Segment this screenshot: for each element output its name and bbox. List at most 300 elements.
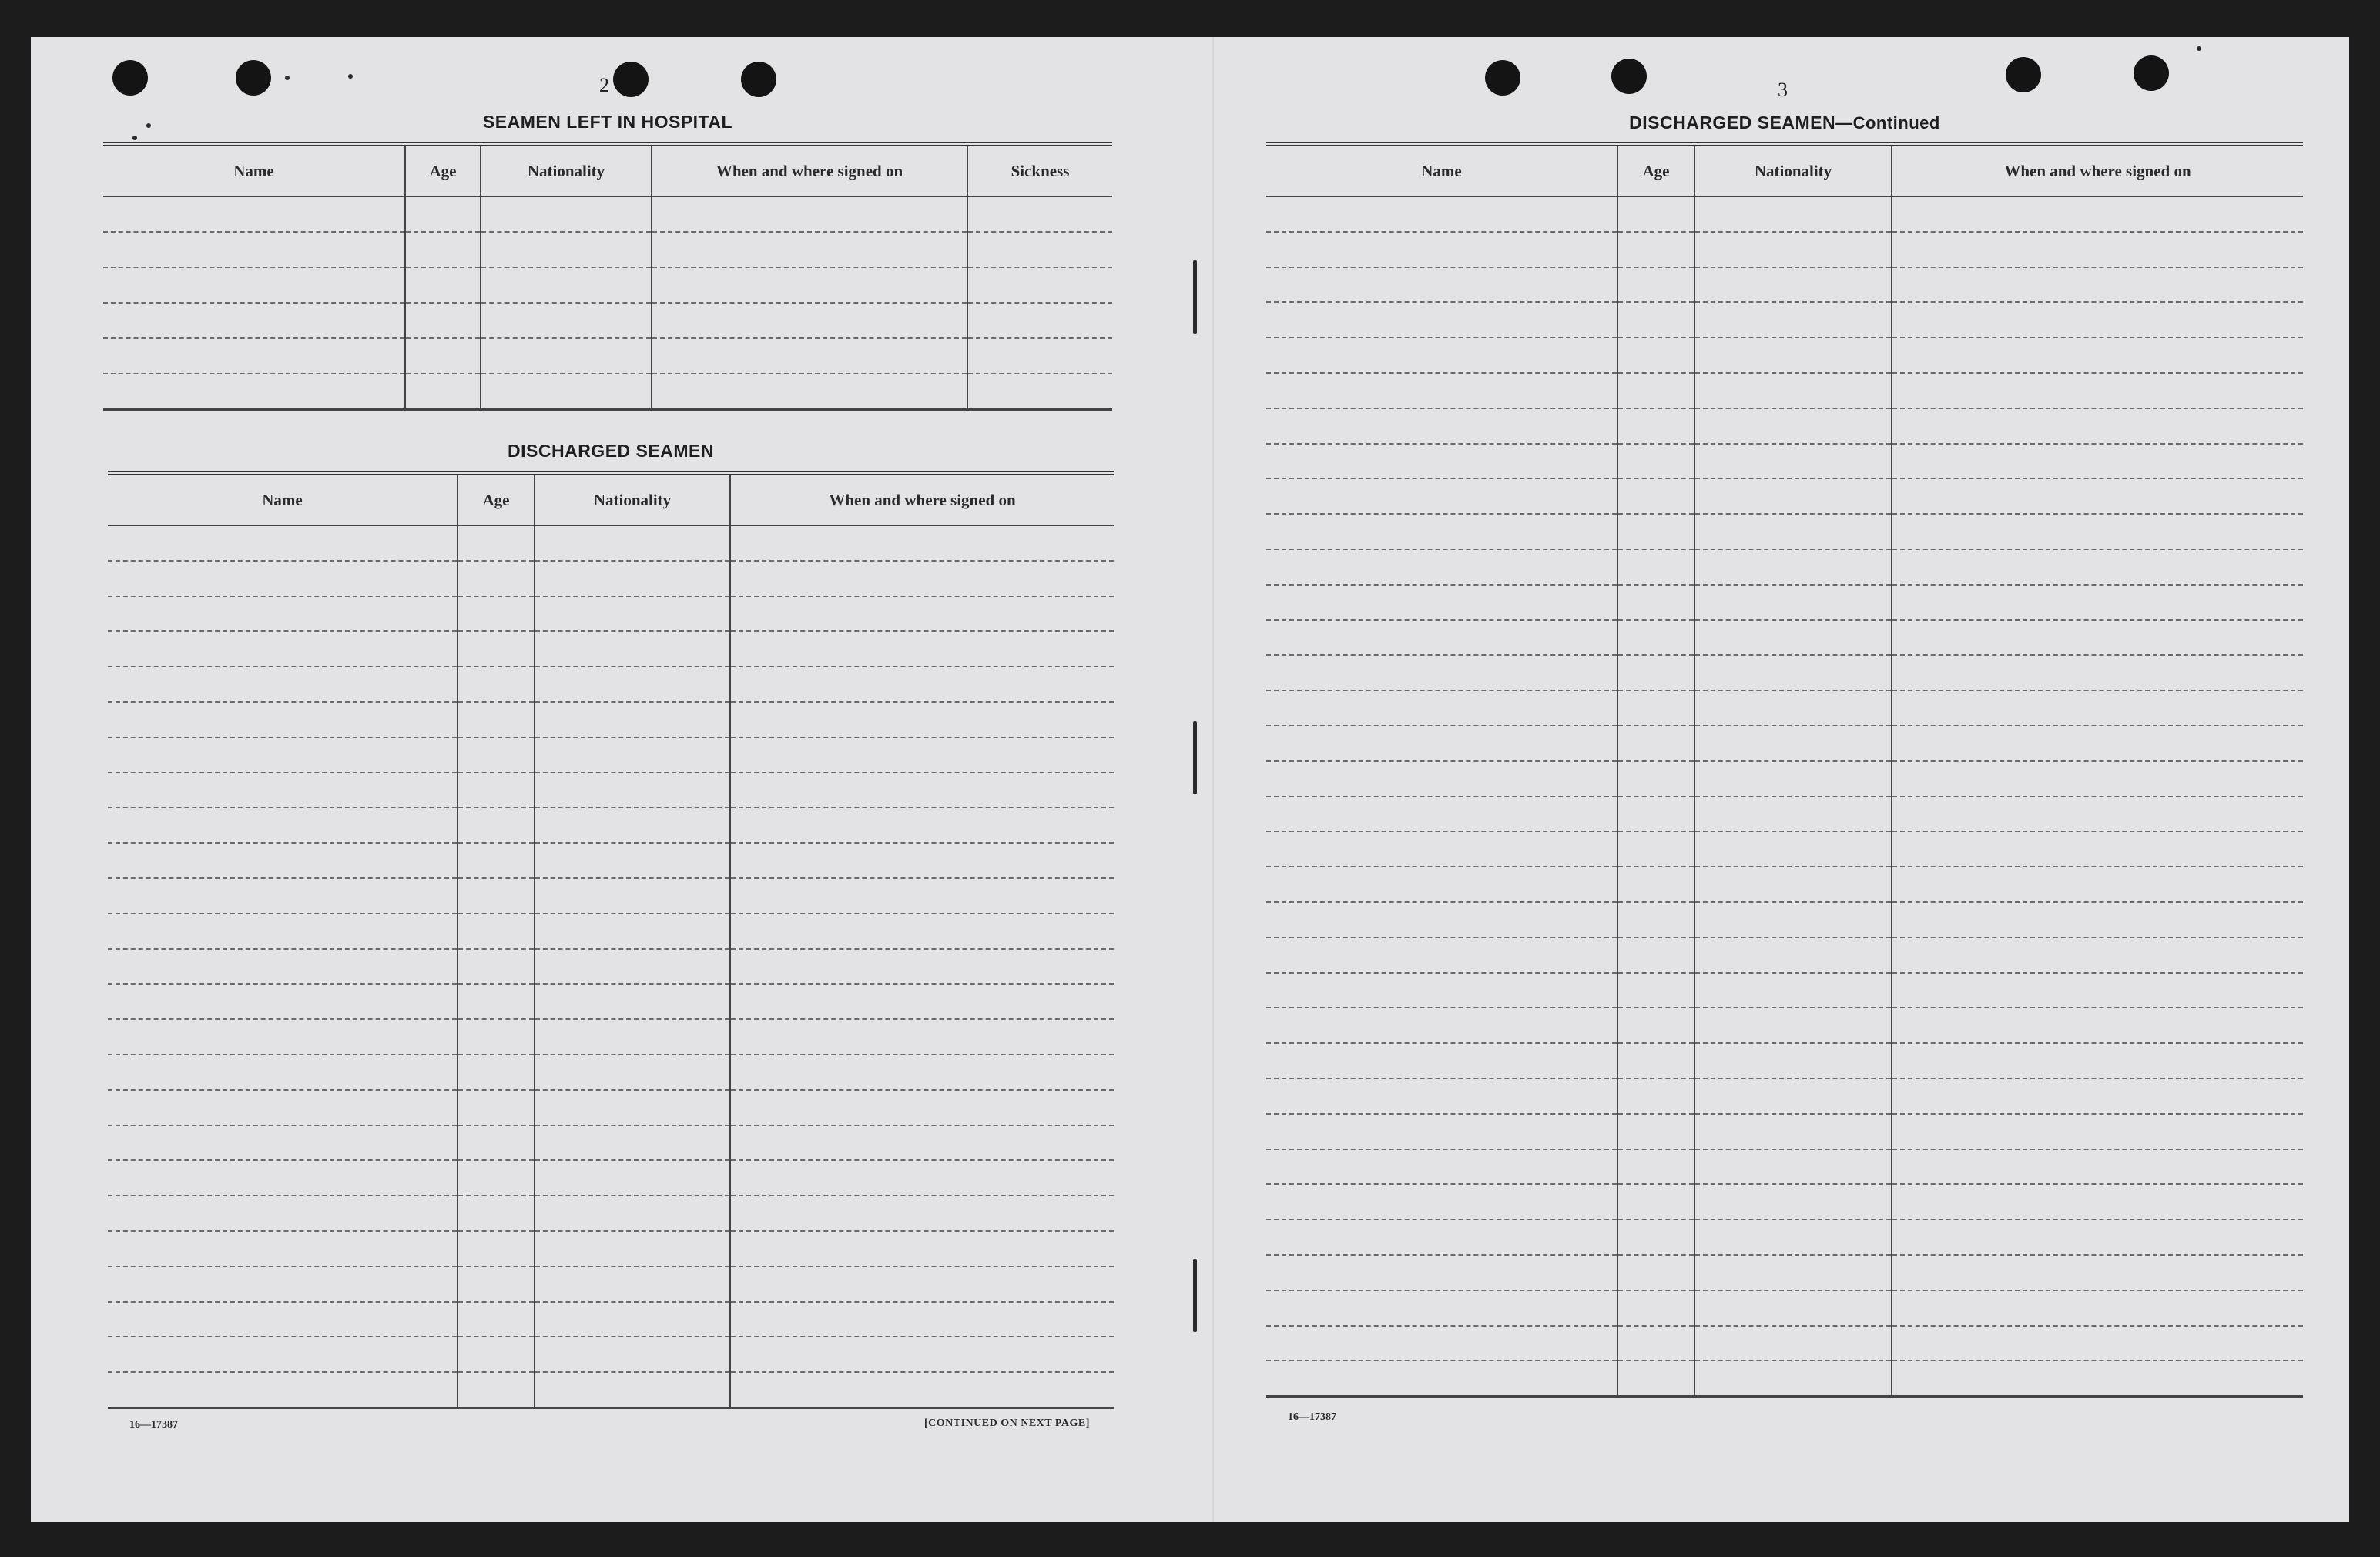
entry-cell[interactable] xyxy=(1266,1008,1617,1043)
entry-cell[interactable] xyxy=(108,1090,458,1126)
discharged-table-right xyxy=(1266,142,2303,1398)
entry-cell[interactable] xyxy=(1617,1008,1694,1043)
entry-cell[interactable] xyxy=(1892,302,2303,337)
entry-cell[interactable] xyxy=(1892,1114,2303,1149)
entry-cell[interactable] xyxy=(1266,1290,1617,1326)
entry-cell[interactable] xyxy=(1266,337,1617,373)
entry-cell[interactable] xyxy=(458,1337,535,1372)
entry-cell[interactable] xyxy=(652,267,967,303)
table-row xyxy=(1266,337,2303,373)
entry-cell[interactable] xyxy=(458,914,535,949)
discharged-continued-suffix: —Continued xyxy=(1835,113,1940,133)
entry-cell[interactable] xyxy=(458,561,535,596)
entry-cell[interactable] xyxy=(1694,1043,1892,1079)
table-row xyxy=(108,807,1114,843)
entry-cell[interactable] xyxy=(535,596,730,632)
entry-cell[interactable] xyxy=(1617,585,1694,620)
entry-cell[interactable] xyxy=(1266,655,1617,690)
entry-cell[interactable] xyxy=(1694,373,1892,408)
entry-cell[interactable] xyxy=(535,631,730,666)
entry-cell[interactable] xyxy=(1892,549,2303,585)
entry-cell[interactable] xyxy=(458,596,535,632)
entry-cell[interactable] xyxy=(730,949,1114,985)
entry-cell[interactable] xyxy=(1892,902,2303,938)
entry-cell[interactable] xyxy=(1266,690,1617,726)
entry-cell[interactable] xyxy=(1694,761,1892,797)
entry-cell[interactable] xyxy=(1694,655,1892,690)
entry-cell[interactable] xyxy=(1694,1290,1892,1326)
entry-cell[interactable] xyxy=(108,666,458,702)
entry-cell[interactable] xyxy=(1617,1184,1694,1220)
entry-cell[interactable] xyxy=(1694,196,1892,232)
entry-cell[interactable] xyxy=(1266,938,1617,973)
table-row xyxy=(108,1231,1114,1267)
entry-cell[interactable] xyxy=(458,525,535,561)
entry-cell[interactable] xyxy=(1617,938,1694,973)
entry-cell[interactable] xyxy=(1266,1149,1617,1185)
table-row xyxy=(108,984,1114,1019)
entry-cell[interactable] xyxy=(405,338,481,374)
entry-cell[interactable] xyxy=(108,843,458,878)
entry-cell[interactable] xyxy=(730,1019,1114,1055)
entry-cell[interactable] xyxy=(458,631,535,666)
ink-speck xyxy=(2197,46,2201,51)
entry-cell[interactable] xyxy=(730,596,1114,632)
entry-cell[interactable] xyxy=(1694,232,1892,267)
entry-cell[interactable] xyxy=(1892,1326,2303,1361)
entry-cell[interactable] xyxy=(1266,514,1617,549)
entry-cell[interactable] xyxy=(730,666,1114,702)
entry-cell[interactable] xyxy=(1617,267,1694,303)
entry-cell[interactable] xyxy=(730,843,1114,878)
entry-cell[interactable] xyxy=(1892,1008,2303,1043)
entry-cell[interactable] xyxy=(108,525,458,561)
entry-cell[interactable] xyxy=(458,666,535,702)
entry-cell[interactable] xyxy=(458,1126,535,1161)
entry-cell[interactable] xyxy=(967,338,1112,374)
entry-cell[interactable] xyxy=(1694,797,1892,832)
entry-cell[interactable] xyxy=(1266,761,1617,797)
table-row xyxy=(108,1160,1114,1196)
entry-cell[interactable] xyxy=(108,631,458,666)
entry-cell[interactable] xyxy=(1617,444,1694,479)
entry-cell[interactable] xyxy=(1266,1326,1617,1361)
entry-cell[interactable] xyxy=(1266,1043,1617,1079)
entry-cell[interactable] xyxy=(535,1337,730,1372)
entry-cell[interactable] xyxy=(535,737,730,773)
entry-cell[interactable] xyxy=(1617,302,1694,337)
entry-cell[interactable] xyxy=(730,525,1114,561)
entry-cell[interactable] xyxy=(1892,1043,2303,1079)
entry-cell[interactable] xyxy=(108,1126,458,1161)
entry-cell[interactable] xyxy=(1617,1149,1694,1185)
entry-cell[interactable] xyxy=(730,1126,1114,1161)
entry-cell[interactable] xyxy=(108,807,458,843)
entry-cell[interactable] xyxy=(458,1160,535,1196)
table-row xyxy=(1266,267,2303,303)
entry-cell[interactable] xyxy=(458,1019,535,1055)
entry-cell[interactable] xyxy=(458,1055,535,1090)
entry-cell[interactable] xyxy=(1617,726,1694,761)
entry-cell[interactable] xyxy=(1266,232,1617,267)
entry-cell[interactable] xyxy=(1266,444,1617,479)
entry-cell[interactable] xyxy=(1617,478,1694,514)
table-row xyxy=(1266,1290,2303,1326)
discharged-continued-header xyxy=(1266,144,2303,196)
entry-cell[interactable] xyxy=(1892,1149,2303,1185)
entry-cell[interactable] xyxy=(1892,867,2303,902)
paper-sheet xyxy=(31,37,2349,1522)
entry-cell[interactable] xyxy=(730,878,1114,914)
entry-cell[interactable] xyxy=(458,1090,535,1126)
entry-cell[interactable] xyxy=(535,1055,730,1090)
entry-cell[interactable] xyxy=(535,702,730,737)
entry-cell[interactable] xyxy=(535,914,730,949)
entry-cell[interactable] xyxy=(108,914,458,949)
entry-cell[interactable] xyxy=(535,984,730,1019)
entry-cell[interactable] xyxy=(1694,973,1892,1008)
entry-cell[interactable] xyxy=(1694,408,1892,444)
entry-cell[interactable] xyxy=(652,196,967,232)
entry-cell[interactable] xyxy=(730,914,1114,949)
entry-cell[interactable] xyxy=(1892,232,2303,267)
entry-cell[interactable] xyxy=(458,1231,535,1267)
table-row xyxy=(1266,831,2303,867)
entry-cell[interactable] xyxy=(1266,1079,1617,1114)
entry-cell[interactable] xyxy=(1617,1043,1694,1079)
entry-cell[interactable] xyxy=(103,232,405,267)
entry-cell[interactable] xyxy=(1266,1114,1617,1149)
entry-cell[interactable] xyxy=(1892,831,2303,867)
entry-cell[interactable] xyxy=(458,773,535,808)
entry-cell[interactable] xyxy=(1694,1220,1892,1255)
entry-cell[interactable] xyxy=(535,878,730,914)
entry-cell[interactable] xyxy=(535,525,730,561)
entry-cell[interactable] xyxy=(1892,1184,2303,1220)
entry-cell[interactable] xyxy=(1694,1361,1892,1396)
entry-cell[interactable] xyxy=(730,631,1114,666)
entry-cell[interactable] xyxy=(730,1196,1114,1231)
entry-cell[interactable] xyxy=(1266,1255,1617,1290)
entry-cell[interactable] xyxy=(458,1196,535,1231)
entry-cell[interactable] xyxy=(458,1267,535,1302)
entry-cell[interactable] xyxy=(730,773,1114,808)
table-row xyxy=(103,338,1112,374)
hospital-col-age: Age xyxy=(405,144,481,196)
entry-cell[interactable] xyxy=(652,338,967,374)
entry-cell[interactable] xyxy=(967,267,1112,303)
entry-cell[interactable] xyxy=(103,374,405,410)
entry-cell[interactable] xyxy=(103,267,405,303)
entry-cell[interactable] xyxy=(967,374,1112,410)
entry-cell[interactable] xyxy=(458,807,535,843)
entry-cell[interactable] xyxy=(535,1267,730,1302)
entry-cell[interactable] xyxy=(108,949,458,985)
entry-cell[interactable] xyxy=(730,1337,1114,1372)
entry-cell[interactable] xyxy=(1892,797,2303,832)
entry-cell[interactable] xyxy=(108,702,458,737)
entry-cell[interactable] xyxy=(1617,1114,1694,1149)
entry-cell[interactable] xyxy=(1617,620,1694,656)
entry-cell[interactable] xyxy=(1266,620,1617,656)
entry-cell[interactable] xyxy=(481,232,652,267)
table-row xyxy=(1266,196,2303,232)
entry-cell[interactable] xyxy=(1266,302,1617,337)
entry-cell[interactable] xyxy=(1694,1184,1892,1220)
entry-cell[interactable] xyxy=(1694,831,1892,867)
entry-cell[interactable] xyxy=(1617,690,1694,726)
entry-cell[interactable] xyxy=(967,232,1112,267)
entry-cell[interactable] xyxy=(1694,337,1892,373)
entry-cell[interactable] xyxy=(535,807,730,843)
entry-cell[interactable] xyxy=(1266,478,1617,514)
entry-cell[interactable] xyxy=(1617,867,1694,902)
entry-cell[interactable] xyxy=(1617,831,1694,867)
entry-cell[interactable] xyxy=(108,596,458,632)
entry-cell[interactable] xyxy=(1266,831,1617,867)
entry-cell[interactable] xyxy=(1892,690,2303,726)
entry-cell[interactable] xyxy=(108,984,458,1019)
entry-cell[interactable] xyxy=(1892,1290,2303,1326)
entry-cell[interactable] xyxy=(730,1302,1114,1337)
entry-cell[interactable] xyxy=(535,843,730,878)
entry-cell[interactable] xyxy=(535,666,730,702)
entry-cell[interactable] xyxy=(458,1302,535,1337)
entry-cell[interactable] xyxy=(1892,478,2303,514)
entry-cell[interactable] xyxy=(108,1019,458,1055)
entry-cell[interactable] xyxy=(535,561,730,596)
entry-cell[interactable] xyxy=(1892,514,2303,549)
binding-hole xyxy=(1611,59,1647,94)
entry-cell[interactable] xyxy=(103,338,405,374)
entry-cell[interactable] xyxy=(1617,196,1694,232)
entry-cell[interactable] xyxy=(730,702,1114,737)
entry-cell[interactable] xyxy=(1892,1079,2303,1114)
form-code-left: 16—17387 xyxy=(129,1419,178,1431)
entry-cell[interactable] xyxy=(1694,585,1892,620)
entry-cell[interactable] xyxy=(1266,585,1617,620)
table-row xyxy=(108,525,1114,561)
entry-cell[interactable] xyxy=(1266,867,1617,902)
entry-cell[interactable] xyxy=(1892,408,2303,444)
entry-cell[interactable] xyxy=(1694,267,1892,303)
table-row xyxy=(1266,690,2303,726)
table-row xyxy=(1266,1043,2303,1079)
entry-cell[interactable] xyxy=(1892,973,2303,1008)
entry-cell[interactable] xyxy=(103,196,405,232)
entry-cell[interactable] xyxy=(1266,726,1617,761)
entry-cell[interactable] xyxy=(535,1302,730,1337)
entry-cell[interactable] xyxy=(1266,973,1617,1008)
entry-cell[interactable] xyxy=(1266,1220,1617,1255)
entry-cell[interactable] xyxy=(1266,267,1617,303)
entry-cell[interactable] xyxy=(1617,514,1694,549)
entry-cell[interactable] xyxy=(1266,373,1617,408)
entry-cell[interactable] xyxy=(730,807,1114,843)
entry-cell[interactable] xyxy=(1892,337,2303,373)
entry-cell[interactable] xyxy=(535,949,730,985)
entry-cell[interactable] xyxy=(1694,1326,1892,1361)
entry-cell[interactable] xyxy=(1617,973,1694,1008)
entry-cell[interactable] xyxy=(458,702,535,737)
entry-cell[interactable] xyxy=(1617,902,1694,938)
entry-cell[interactable] xyxy=(730,984,1114,1019)
discharged-continued-col-signed-on: When and where signed on xyxy=(1892,144,2303,196)
entry-cell[interactable] xyxy=(1617,1255,1694,1290)
table-row xyxy=(1266,1361,2303,1396)
entry-cell[interactable] xyxy=(967,196,1112,232)
entry-cell[interactable] xyxy=(1694,726,1892,761)
entry-cell[interactable] xyxy=(1617,655,1694,690)
entry-cell[interactable] xyxy=(1266,1361,1617,1396)
entry-cell[interactable] xyxy=(108,1372,458,1408)
entry-cell[interactable] xyxy=(1694,549,1892,585)
entry-cell[interactable] xyxy=(1892,938,2303,973)
entry-cell[interactable] xyxy=(405,267,481,303)
entry-cell[interactable] xyxy=(1694,302,1892,337)
entry-cell[interactable] xyxy=(108,878,458,914)
entry-cell[interactable] xyxy=(481,338,652,374)
entry-cell[interactable] xyxy=(1892,726,2303,761)
entry-cell[interactable] xyxy=(1266,797,1617,832)
entry-cell[interactable] xyxy=(1892,267,2303,303)
entry-cell[interactable] xyxy=(1892,1361,2303,1396)
entry-cell[interactable] xyxy=(1892,444,2303,479)
entry-cell[interactable] xyxy=(730,561,1114,596)
entry-cell[interactable] xyxy=(108,1160,458,1196)
entry-cell[interactable] xyxy=(730,1055,1114,1090)
entry-cell[interactable] xyxy=(535,773,730,808)
entry-cell[interactable] xyxy=(481,303,652,338)
entry-cell[interactable] xyxy=(652,303,967,338)
entry-cell[interactable] xyxy=(1694,1149,1892,1185)
entry-cell[interactable] xyxy=(1694,1008,1892,1043)
entry-cell[interactable] xyxy=(1617,232,1694,267)
hospital-col-sickness: Sickness xyxy=(967,144,1112,196)
entry-cell[interactable] xyxy=(1892,373,2303,408)
entry-cell[interactable] xyxy=(481,267,652,303)
entry-cell[interactable] xyxy=(1694,620,1892,656)
entry-cell[interactable] xyxy=(967,303,1112,338)
table-row xyxy=(1266,444,2303,479)
entry-cell[interactable] xyxy=(458,878,535,914)
entry-cell[interactable] xyxy=(1617,1079,1694,1114)
binding-hole xyxy=(1485,60,1520,96)
entry-cell[interactable] xyxy=(535,1372,730,1408)
entry-cell[interactable] xyxy=(652,374,967,410)
entry-cell[interactable] xyxy=(1694,1079,1892,1114)
staple xyxy=(1193,1259,1197,1332)
entry-cell[interactable] xyxy=(730,1090,1114,1126)
entry-cell[interactable] xyxy=(1617,1361,1694,1396)
entry-cell[interactable] xyxy=(1694,444,1892,479)
entry-cell[interactable] xyxy=(1266,549,1617,585)
entry-cell[interactable] xyxy=(1266,1184,1617,1220)
entry-cell[interactable] xyxy=(1892,655,2303,690)
table-row xyxy=(1266,761,2303,797)
entry-cell[interactable] xyxy=(1694,1114,1892,1149)
entry-cell[interactable] xyxy=(458,843,535,878)
entry-cell[interactable] xyxy=(1266,196,1617,232)
entry-cell[interactable] xyxy=(730,1267,1114,1302)
table-row xyxy=(1266,478,2303,514)
entry-cell[interactable] xyxy=(108,1196,458,1231)
entry-cell[interactable] xyxy=(1617,1290,1694,1326)
entry-cell[interactable] xyxy=(108,737,458,773)
table-row xyxy=(1266,1008,2303,1043)
entry-cell[interactable] xyxy=(1266,408,1617,444)
entry-cell[interactable] xyxy=(1694,1255,1892,1290)
entry-cell[interactable] xyxy=(1617,337,1694,373)
entry-cell[interactable] xyxy=(1694,690,1892,726)
entry-cell[interactable] xyxy=(481,374,652,410)
entry-cell[interactable] xyxy=(1617,761,1694,797)
entry-cell[interactable] xyxy=(535,1126,730,1161)
entry-cell[interactable] xyxy=(1617,1220,1694,1255)
entry-cell[interactable] xyxy=(108,773,458,808)
entry-cell[interactable] xyxy=(108,1302,458,1337)
entry-cell[interactable] xyxy=(1892,620,2303,656)
entry-cell[interactable] xyxy=(405,196,481,232)
entry-cell[interactable] xyxy=(1617,549,1694,585)
entry-cell[interactable] xyxy=(535,1090,730,1126)
entry-cell[interactable] xyxy=(730,737,1114,773)
entry-cell[interactable] xyxy=(108,1055,458,1090)
entry-cell[interactable] xyxy=(481,196,652,232)
entry-cell[interactable] xyxy=(1617,373,1694,408)
entry-cell[interactable] xyxy=(652,232,967,267)
entry-cell[interactable] xyxy=(405,374,481,410)
entry-cell[interactable] xyxy=(458,737,535,773)
entry-cell[interactable] xyxy=(1892,1220,2303,1255)
entry-cell[interactable] xyxy=(458,949,535,985)
entry-cell[interactable] xyxy=(1892,196,2303,232)
entry-cell[interactable] xyxy=(1694,867,1892,902)
entry-cell[interactable] xyxy=(1694,902,1892,938)
entry-cell[interactable] xyxy=(730,1231,1114,1267)
entry-cell[interactable] xyxy=(1617,1326,1694,1361)
entry-cell[interactable] xyxy=(405,232,481,267)
entry-cell[interactable] xyxy=(1266,902,1617,938)
entry-cell[interactable] xyxy=(1892,761,2303,797)
entry-cell[interactable] xyxy=(1694,938,1892,973)
entry-cell[interactable] xyxy=(458,1372,535,1408)
entry-cell[interactable] xyxy=(730,1372,1114,1408)
entry-cell[interactable] xyxy=(535,1231,730,1267)
table-row xyxy=(1266,902,2303,938)
discharged-col-name: Name xyxy=(108,473,458,525)
entry-cell[interactable] xyxy=(730,1160,1114,1196)
entry-cell[interactable] xyxy=(108,1231,458,1267)
discharged-continued-col-nationality: Nationality xyxy=(1694,144,1892,196)
entry-cell[interactable] xyxy=(1892,1255,2303,1290)
discharged-continued-title-main: DISCHARGED SEAMEN xyxy=(1629,112,1836,133)
entry-cell[interactable] xyxy=(1694,478,1892,514)
entry-cell[interactable] xyxy=(535,1160,730,1196)
entry-cell[interactable] xyxy=(535,1196,730,1231)
entry-cell[interactable] xyxy=(108,1337,458,1372)
entry-cell[interactable] xyxy=(1617,797,1694,832)
entry-cell[interactable] xyxy=(1617,408,1694,444)
entry-cell[interactable] xyxy=(108,1267,458,1302)
entry-cell[interactable] xyxy=(103,303,405,338)
entry-cell[interactable] xyxy=(1694,514,1892,549)
entry-cell[interactable] xyxy=(458,984,535,1019)
entry-cell[interactable] xyxy=(535,1019,730,1055)
entry-cell[interactable] xyxy=(108,561,458,596)
entry-cell[interactable] xyxy=(405,303,481,338)
entry-cell[interactable] xyxy=(1892,585,2303,620)
